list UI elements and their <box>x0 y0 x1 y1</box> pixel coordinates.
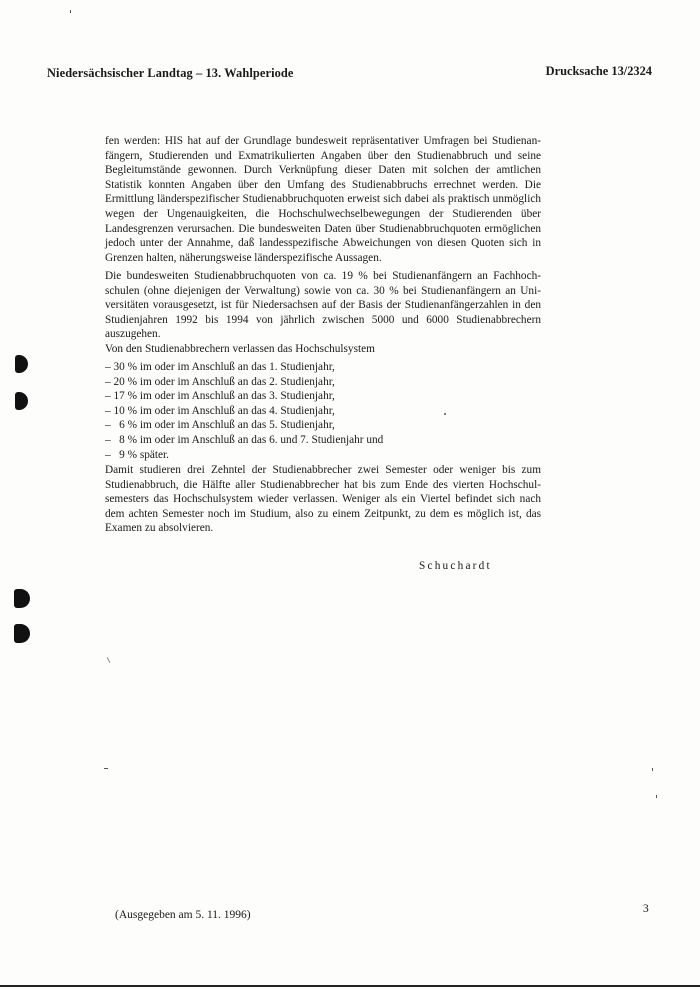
punch-hole <box>14 624 30 643</box>
scan-speck <box>656 795 657 798</box>
page-bottom-edge <box>0 985 700 987</box>
signature: Schuchardt <box>419 560 492 572</box>
issue-date: (Ausgegeben am 5. 11. 1996) <box>115 909 251 921</box>
scan-speck <box>104 768 108 769</box>
list-item: – 9 % später. <box>105 448 170 461</box>
punch-hole <box>15 355 28 373</box>
list-item: – 6 % im oder im Anschluß an das 5. Studienjahr, <box>105 419 335 432</box>
paragraph-dropout-rates: Die bundesweiten Studienabbruchquoten von ca. 19 % bei Studienanfängern an Fachhochschulen (ohne diejenigen der Verwaltung) sowie von ca. 30 % bei Studienanfängern an Universitäten vorausgesetzt, ist für Niedersachsen auf der Basis der Studienanfängerzahlen in den Studienjahren 1992 bis 1994 von jährlich zwischen 5000 und 6000 Studienabbrechern auszugehen. <box>105 270 541 341</box>
paragraph-list-intro: Von den Studienabbrechern verlassen das Hochschulsystem <box>105 343 375 355</box>
paragraph-his-survey: fen werden: HIS hat auf der Grundlage bundesweit repräsentativer Umfragen bei Studienanfängern, Studierenden und Exmatrikulierten Angaben über den Studienabbruch und seine Begleitumstände gewonnen. Durch Verknüpfung dieser Daten mit solchen der amtlichen Statistik konnten Angaben über den Umfang des Studienabbruchs errechnet werden. Die Ermittlung länderspezifischer Studienabbruchquoten erweist sich dabei als praktisch unmöglich wegen der Ungenauigkeiten, die Hochschulwechselbewegungen der Studierenden über Landesgrenzen verursachen. Die bundesweiten Daten über Studienabbruchquoten ermöglichen jedoch unter der Annahme, daß landesspezifische Abweichungen von diesen Quoten sich in Grenzen halten, näherungsweise länderspezifische Aussagen. <box>105 135 541 264</box>
list-item: – 8 % im oder im Anschluß an das 6. und 7. Studienjahr und <box>105 433 384 446</box>
scan-speck <box>652 768 653 771</box>
paragraph-conclusion: Damit studieren drei Zehntel der Studienabbrecher zwei Semester oder weniger bis zum Studienabbruch, die Hälfte aller Studienabbrecher hat bis zum Ende des vierten Hochschulsemesters das Hochschulsystem wieder verlassen. Weniger als ein Viertel befindet sich nach dem achten Semester noch im Studium, also zu einem Zeitpunkt, zu dem es möglich ist, das Examen zu absolvieren. <box>105 464 541 535</box>
printed-matter-number: Drucksache 13/2324 <box>545 64 652 78</box>
list-item: – 10 % im oder im Anschluß an das 4. Studienjahr, <box>105 404 335 417</box>
list-item: – 30 % im oder im Anschluß an das 1. Studienjahr, <box>105 361 335 373</box>
parliament-header: Niedersächsischer Landtag – 13. Wahlperiode <box>47 66 294 80</box>
scan-speck <box>107 657 110 663</box>
punch-hole <box>14 589 30 608</box>
dropout-by-year-list <box>105 360 383 462</box>
scan-speck <box>70 10 71 13</box>
punch-hole <box>15 392 28 410</box>
list-item: – 20 % im oder im Anschluß an das 2. Studienjahr, <box>105 375 335 388</box>
page-number: 3 <box>643 903 649 915</box>
scan-speck <box>444 413 446 415</box>
list-item: – 17 % im oder im Anschluß an das 3. Studienjahr, <box>105 390 335 403</box>
